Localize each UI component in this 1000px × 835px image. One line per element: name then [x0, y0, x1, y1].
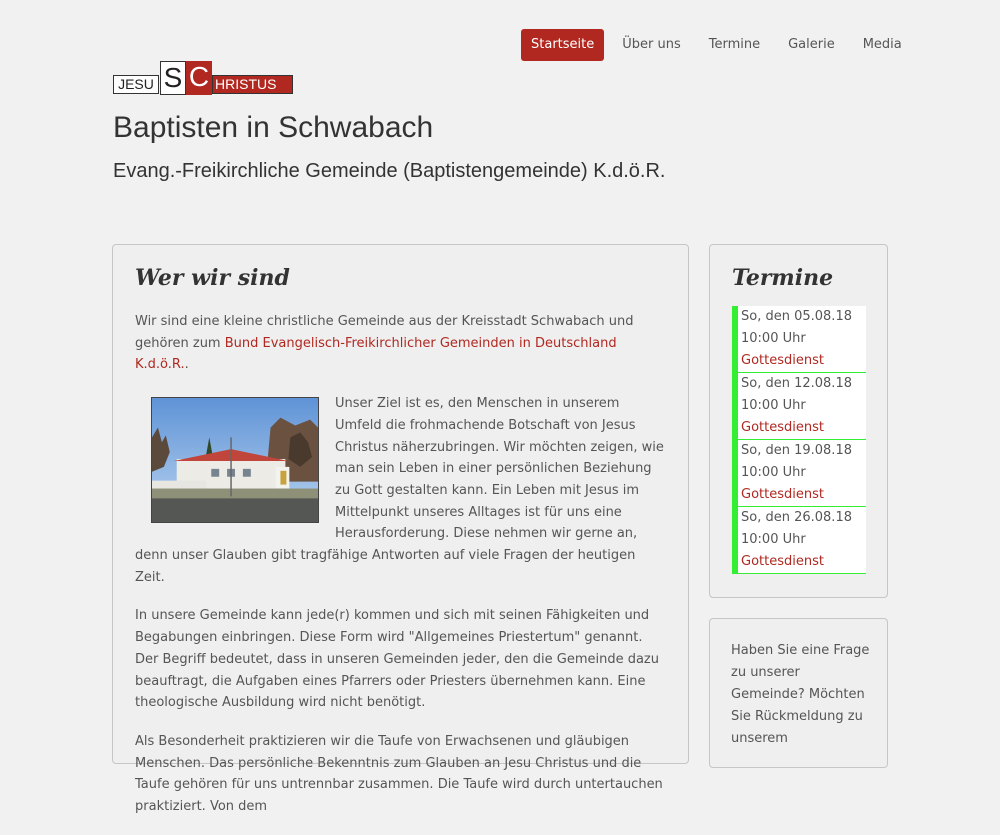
- about-community: In unsere Gemeinde kann jede(r) kommen und sich mit seinen Fähigkeiten und Begabungen einbringen. Diese Form wird "Allgemeines Priestertum" genannt. Der Begriff bedeutet, dass in unseren Gemeinden jeder, den die Gemeinde dazu beauftragt, die Aufgaben eines Pfarrers oder Priesters übernehmen kann. Eine theologische Ausbildung wird nicht benötigt.: [135, 608, 659, 711]
- site-title: Baptisten in Schwabach: [113, 111, 434, 144]
- nav-galerie[interactable]: Galerie: [788, 37, 835, 52]
- event-title-link[interactable]: Gottesdienst: [741, 487, 824, 502]
- logo-s: S: [160, 61, 186, 95]
- event-title-link[interactable]: Gottesdienst: [741, 420, 824, 435]
- site-logo[interactable]: [113, 61, 293, 96]
- event-date: So, den 05.08.18: [741, 309, 852, 324]
- event-time: 10:00 Uhr: [741, 398, 806, 413]
- about-heading: Wer wir sind: [135, 265, 290, 291]
- event-item: [732, 440, 866, 507]
- logo-jesu: JESU: [113, 75, 159, 94]
- about-panel: [112, 244, 689, 815]
- event-title-link[interactable]: Gottesdienst: [741, 554, 824, 569]
- events-list: [732, 306, 866, 574]
- event-time: 10:00 Uhr: [741, 465, 806, 480]
- befg-link[interactable]: Bund Evangelisch-Freikirchlicher Gemeinden in Deutschland K.d.ö.R.: [135, 335, 617, 373]
- event-title-link[interactable]: Gottesdienst: [741, 353, 824, 368]
- about-baptism: Als Besonderheit praktizieren wir die Taufe von Erwachsenen und gläubigen Menschen. Das persönliche Bekenntnis zum Glauben an Jesu Christus und die Taufe gehören für uns untrennbar zusammen. Die Taufe wird durch untertauchen praktiziert. Von dem: [135, 733, 663, 815]
- about-intro: [135, 311, 667, 376]
- contact-text: Haben Sie eine Frage zu unserer Gemeinde? Möchten Sie Rückmeldung zu unserem: [731, 643, 870, 746]
- nav-startseite[interactable]: Startseite: [521, 29, 604, 61]
- nav-ueber-uns[interactable]: Über uns: [622, 37, 681, 52]
- event-item: [732, 306, 866, 373]
- about-content: [135, 311, 667, 835]
- event-date: So, den 19.08.18: [741, 443, 852, 458]
- nav-termine[interactable]: Termine: [708, 37, 761, 52]
- event-time: 10:00 Uhr: [741, 532, 806, 547]
- nav-media[interactable]: Media: [862, 37, 902, 52]
- events-panel: [709, 244, 888, 598]
- event-date: So, den 26.08.18: [741, 510, 852, 525]
- events-heading: Termine: [732, 265, 834, 291]
- church-photo: [151, 397, 319, 523]
- logo-c: C: [186, 61, 212, 95]
- site-subtitle: Evang.-Freikirchliche Gemeinde (Baptistengemeinde) K.d.ö.R.: [113, 160, 666, 182]
- event-date: So, den 12.08.18: [741, 376, 852, 391]
- event-time: 10:00 Uhr: [741, 331, 806, 346]
- event-item: [732, 507, 866, 574]
- event-item: [732, 373, 866, 440]
- about-intro-text: Wir sind eine kleine christliche Gemeinde aus der Kreisstadt Schwabach und gehören zum: [135, 314, 634, 351]
- about-intro-end: .: [184, 357, 189, 373]
- contact-panel: [709, 618, 888, 768]
- main-navigation: [521, 29, 920, 61]
- logo-hristus: HRISTUS: [212, 75, 293, 94]
- about-goal: Unser Ziel ist es, den Menschen in unserem Umfeld die frohmachende Botschaft von Jesus Christus näherzubringen. Wir möchten zeigen, wie man sein Leben in einer persönlichen Beziehung zu Gott gestalten kann. Ein Leben mit Jesus im Mittelpunkt unseres Alltages ist für uns eine Herausforderung. Diese nehmen wir gerne an, denn unser Glauben gibt tragfähige Antworten auf viele Fragen der heutigen Zeit.: [135, 396, 664, 585]
